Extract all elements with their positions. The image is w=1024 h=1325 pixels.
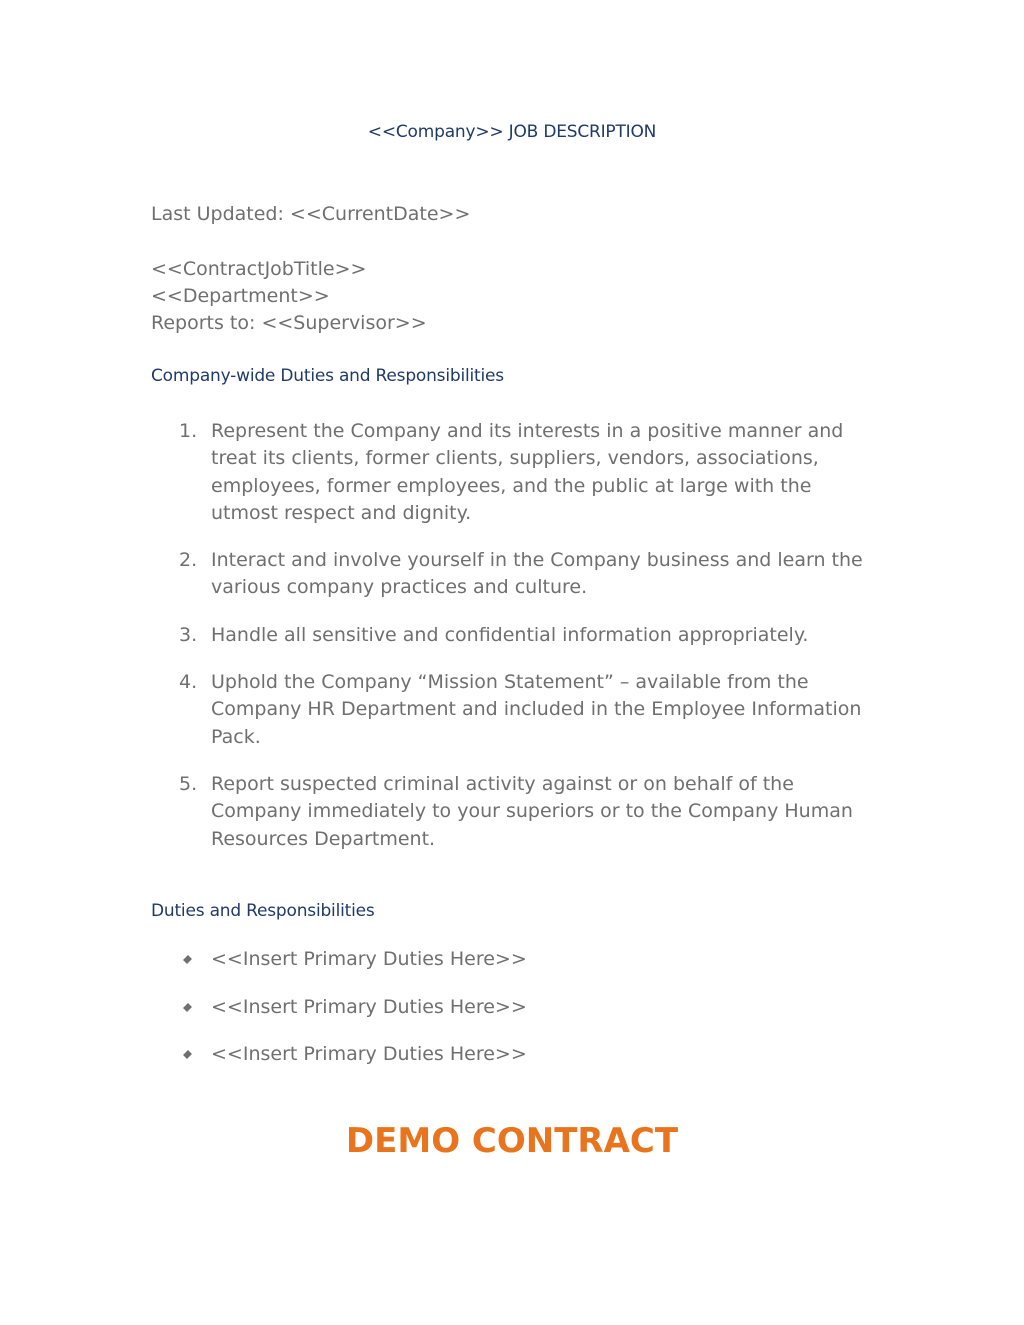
list-item-text: <<Insert Primary Duties Here>> xyxy=(211,995,527,1018)
company-wide-heading: Company-wide Duties and Responsibilities xyxy=(151,366,504,386)
diamond-bullet-icon xyxy=(183,1050,192,1059)
list-item-number: 2. xyxy=(179,549,198,572)
list-item xyxy=(0,1041,1024,1068)
diamond-bullet-icon xyxy=(183,1003,192,1012)
list-item-text: Report suspected criminal activity against or on behalf of the Company immediately to your superiors or to the Company Human Resources Department. xyxy=(211,772,853,850)
list-item-text: <<Insert Primary Duties Here>> xyxy=(211,1043,527,1065)
last-updated: Last Updated: <<CurrentDate>> xyxy=(151,203,471,225)
diamond-bullet-icon xyxy=(183,955,192,964)
job-title: <<ContractJobTitle>> xyxy=(151,258,367,280)
list-item-number: 5. xyxy=(179,772,198,795)
department: <<Department>> xyxy=(151,285,330,307)
list-item xyxy=(0,771,871,853)
page-title: <<Company>> JOB DESCRIPTION xyxy=(367,122,657,142)
reports-to: Reports to: <<Supervisor>> xyxy=(151,312,427,334)
list-item xyxy=(0,547,871,602)
list-item-number: 3. xyxy=(179,623,198,646)
list-item-text: Handle all sensitive and confidential information appropriately. xyxy=(211,623,809,646)
list-item xyxy=(0,946,1024,973)
list-item-text: Represent the Company and its interests in a positive manner and treat its clients, former clients, suppliers, vendors, associations, employees, former employees, and the public at large with the utmost respect and dignity. xyxy=(211,420,844,524)
job-info-block xyxy=(151,256,427,337)
list-item-number: 1. xyxy=(179,420,198,442)
list-item-text: Uphold the Company “Mission Statement” – available from the Company HR Department and included in the Employee Information Pack. xyxy=(211,671,862,748)
list-item xyxy=(0,622,871,649)
duties-heading: Duties and Responsibilities xyxy=(151,901,375,921)
primary-duties-list xyxy=(0,946,1024,1089)
list-item-text: Interact and involve yourself in the Company business and learn the various company practices and culture. xyxy=(211,549,863,599)
company-wide-duties-list xyxy=(0,418,1024,873)
list-item-text: <<Insert Primary Duties Here>> xyxy=(211,948,527,970)
list-item xyxy=(0,669,871,751)
list-item xyxy=(0,994,1024,1021)
list-item xyxy=(0,418,871,527)
demo-watermark: DEMO CONTRACT xyxy=(345,1121,679,1161)
list-item-number: 4. xyxy=(179,671,198,694)
